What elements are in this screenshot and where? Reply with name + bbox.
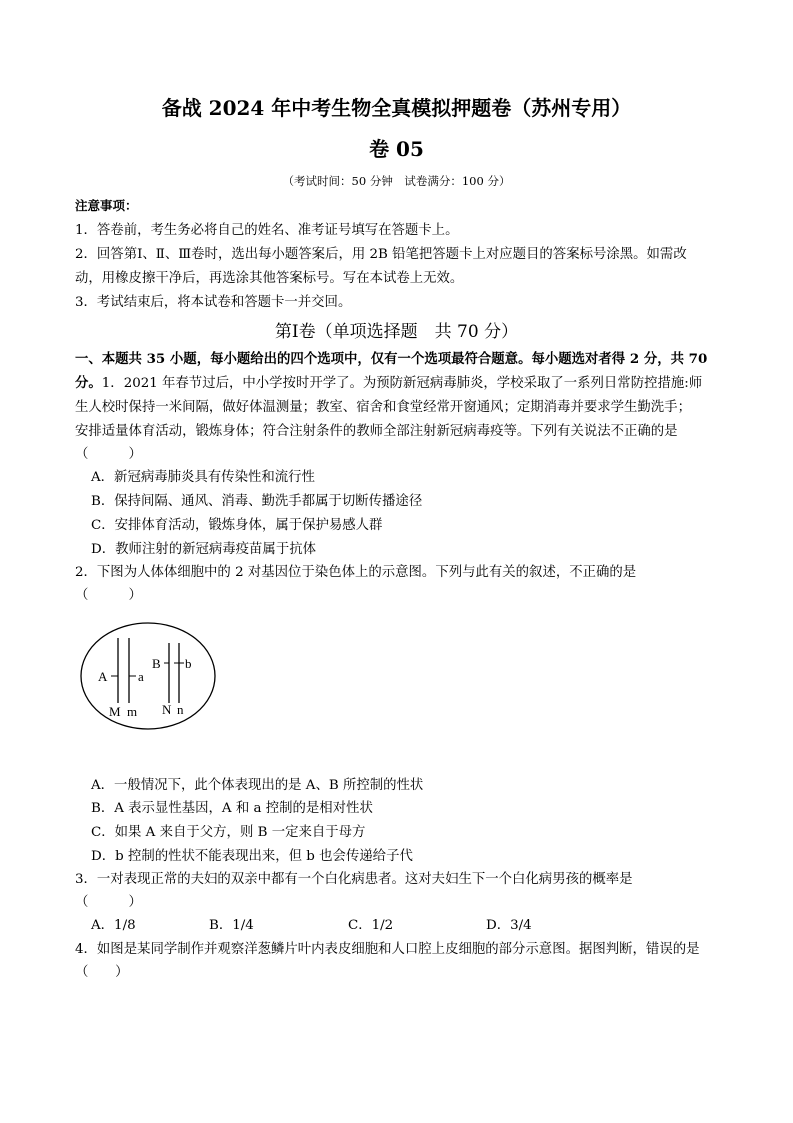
question-4-stem: 4．如图是某同学制作并观察洋葱鳞片叶内表皮细胞和人口腔上皮细胞的部分示意图。据图判断，错误的是	[75, 942, 700, 957]
section-intro-end: 分。	[75, 375, 102, 391]
exam-title: 备战 2024 年中考生物全真模拟押题卷（苏州专用）	[161, 96, 632, 120]
section-intro: 一、本题共 35 小题，每小题给出的四个选项中，仅有一个选项最符合题意。每小题选对者得 2 分，共 70	[75, 351, 708, 367]
chromosome-diagram	[80, 621, 220, 731]
gene-label-A: A	[98, 669, 108, 684]
question-3-option-d: D．3/4	[486, 918, 532, 933]
question-1-option-a: A．新冠病毒肺炎具有传染性和流行性	[91, 470, 315, 485]
question-1-option-d: D．教师注射的新冠病毒疫苗属于抗体	[91, 542, 316, 557]
gene-label-B: B	[152, 656, 161, 671]
gene-label-a: a	[138, 669, 144, 684]
question-3-paren: （ ）	[75, 895, 142, 910]
notice-item: 3．考试结束后，将本试卷和答题卡一并交回。	[75, 295, 352, 310]
notice-item: 动，用橡皮擦干净后，再选涂其他答案标号。写在本试卷上无效。	[75, 271, 464, 286]
question-1-option-c: C．安排体育活动，锻炼身体，属于保护易感人群	[91, 518, 383, 533]
exam-info: （考试时间：50 分钟 试卷满分：100 分）	[282, 174, 511, 188]
question-3-option-c: C．1/2	[348, 918, 394, 933]
question-3-stem: 3．一对表现正常的夫妇的双亲中都有一个白化病患者。这对夫妇生下一个白化病男孩的概率是	[75, 872, 633, 887]
question-1-first-line	[75, 372, 702, 391]
question-2-option-b: B．A 表示显性基因，A 和 a 控制的是相对性状	[91, 801, 373, 816]
question-2-stem: 2．下图为人体体细胞中的 2 对基因位于染色体上的示意图。下列与此有关的叙述，不正确的是	[75, 565, 637, 580]
question-1-line: 生人校时保持一米间隔，做好体温测量；教室、宿舍和食堂经常开窗通风；定期消毒并要求学生勤洗手；	[75, 400, 691, 415]
question-1-option-b: B．保持间隔、通风、消毒、勤洗手都属于切断传播途径	[91, 494, 423, 509]
question-1-line: 安排适量体育活动，锻炼身体；符合注射条件的教师全部注射新冠病毒疫等。下列有关说法不正确的是	[75, 424, 678, 439]
question-2-option-d: D．b 控制的性状不能表现出来，但 b 也会传递给子代	[91, 849, 413, 864]
question-2-option-a: A．一般情况下，此个体表现出的是 A、B 所控制的性状	[91, 778, 424, 793]
notice-heading: 注意事项：	[75, 198, 138, 213]
question-2-option-c: C．如果 A 来自于父方，则 B 一定来自于母方	[91, 825, 366, 840]
chromosome-label-M: M	[109, 704, 121, 719]
question-3-option-b: B．1/4	[209, 918, 254, 933]
exam-subtitle: 卷 05	[369, 137, 424, 161]
chromosome-label-m: m	[127, 704, 138, 719]
question-4-paren: （ ）	[75, 965, 129, 980]
question-1-paren: （ ）	[75, 447, 142, 462]
gene-label-b: b	[185, 656, 192, 671]
chromosome-label-N: N	[162, 702, 172, 717]
notice-item: 1．答卷前，考生务必将自己的姓名、准考证号填写在答题卡上。	[75, 223, 459, 238]
question-1-stem: 1．2021 年春节过后，中小学按时开学了。为预防新冠病毒肺炎，学校采取了一系列日常防控措施:师	[101, 376, 703, 391]
question-2-paren: （ ）	[75, 588, 142, 603]
chromosome-label-n: n	[177, 702, 184, 717]
section-title: 第Ⅰ卷（单项选择题 共 70 分）	[274, 322, 519, 342]
notice-item: 2．回答第Ⅰ、Ⅱ、Ⅲ卷时，选出每小题答案后，用 2B 铅笔把答题卡上对应题目的答案标号涂黑。如需改	[75, 247, 687, 262]
question-3-option-a: A．1/8	[91, 918, 136, 933]
